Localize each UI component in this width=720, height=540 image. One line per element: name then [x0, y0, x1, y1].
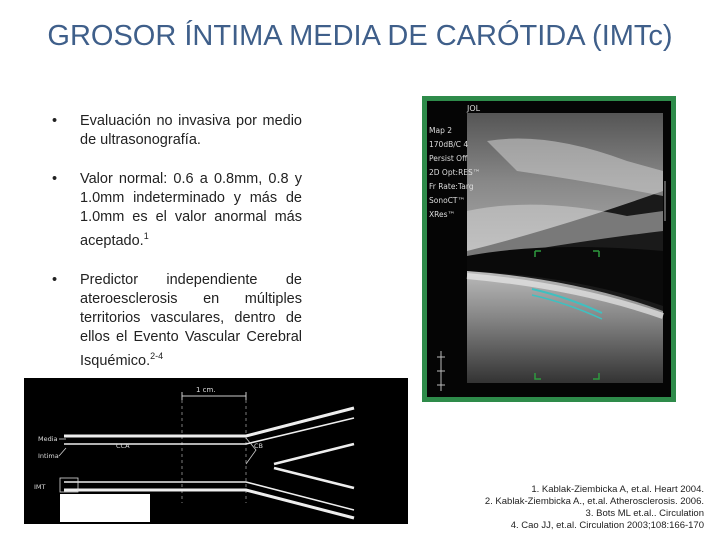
ultrasound-param: Fr Rate:Targ [429, 182, 474, 191]
reference-item: 2. Kablak-Ziembicka A., et.al. Atherosclerosis. 2006. [484, 496, 704, 507]
segment-label-cca: CCA [116, 442, 130, 450]
ultrasound-param: Persist Off [429, 154, 468, 163]
label-intima: Intima [38, 452, 59, 460]
bullet-text: Valor normal: 0.6 a 0.8mm, 0.8 y 1.0mm indeterminado y más de 1.0mm es el valor anormal más aceptado. [80, 171, 302, 249]
reference-item: 4. Cao JJ, et.al. Circulation 2003;108:166-170 [510, 520, 704, 531]
segment-label-cb: CB [254, 442, 263, 450]
bullet-marker: • [52, 171, 58, 187]
citation-superscript: 2-4 [150, 350, 164, 361]
ultrasound-param: 170dB/C 4 [429, 140, 469, 149]
bullet-marker: • [52, 271, 58, 288]
reference-item: 3. Bots ML et.al.. Circulation [585, 508, 704, 519]
bullet-text: Predictor independiente de ateroesclerosis en múltiples territorios vasculares, dentro de ellos el Evento Vascular Cerebral Isquémico. [80, 271, 302, 369]
imt-diagram [24, 378, 408, 524]
citation-superscript: 1 [143, 231, 149, 241]
bullet-marker: • [52, 113, 58, 129]
ultrasound-param: Map 2 [429, 126, 452, 135]
imt-diagram-graphic [24, 378, 408, 524]
bullet-list [52, 112, 302, 391]
bullet-item [52, 170, 302, 251]
ultrasound-graphic [427, 101, 671, 397]
references [485, 484, 704, 532]
bullet-text: Evaluación no invasiva por medio de ultrasonografía. [80, 113, 302, 148]
scale-label: 1 cm. [196, 386, 216, 394]
ultrasound-top-label: JOL [467, 104, 481, 113]
ultrasound-image [427, 101, 671, 397]
ultrasound-image-frame [422, 96, 676, 402]
label-media: Media [38, 435, 58, 443]
page-title: GROSOR ÍNTIMA MEDIA DE CARÓTIDA (IMTc) [47, 20, 673, 52]
ultrasound-param: 2D Opt:RES™ [429, 168, 481, 177]
reference-item: 1. Kablak-Ziembicka A, et.al. Heart 2004. [531, 484, 704, 495]
bullet-item [52, 112, 302, 150]
label-imt: IMT [34, 483, 46, 491]
ultrasound-param: XRes™ [429, 210, 456, 219]
ultrasound-param: SonoCT™ [429, 196, 466, 205]
bullet-item [52, 271, 302, 371]
